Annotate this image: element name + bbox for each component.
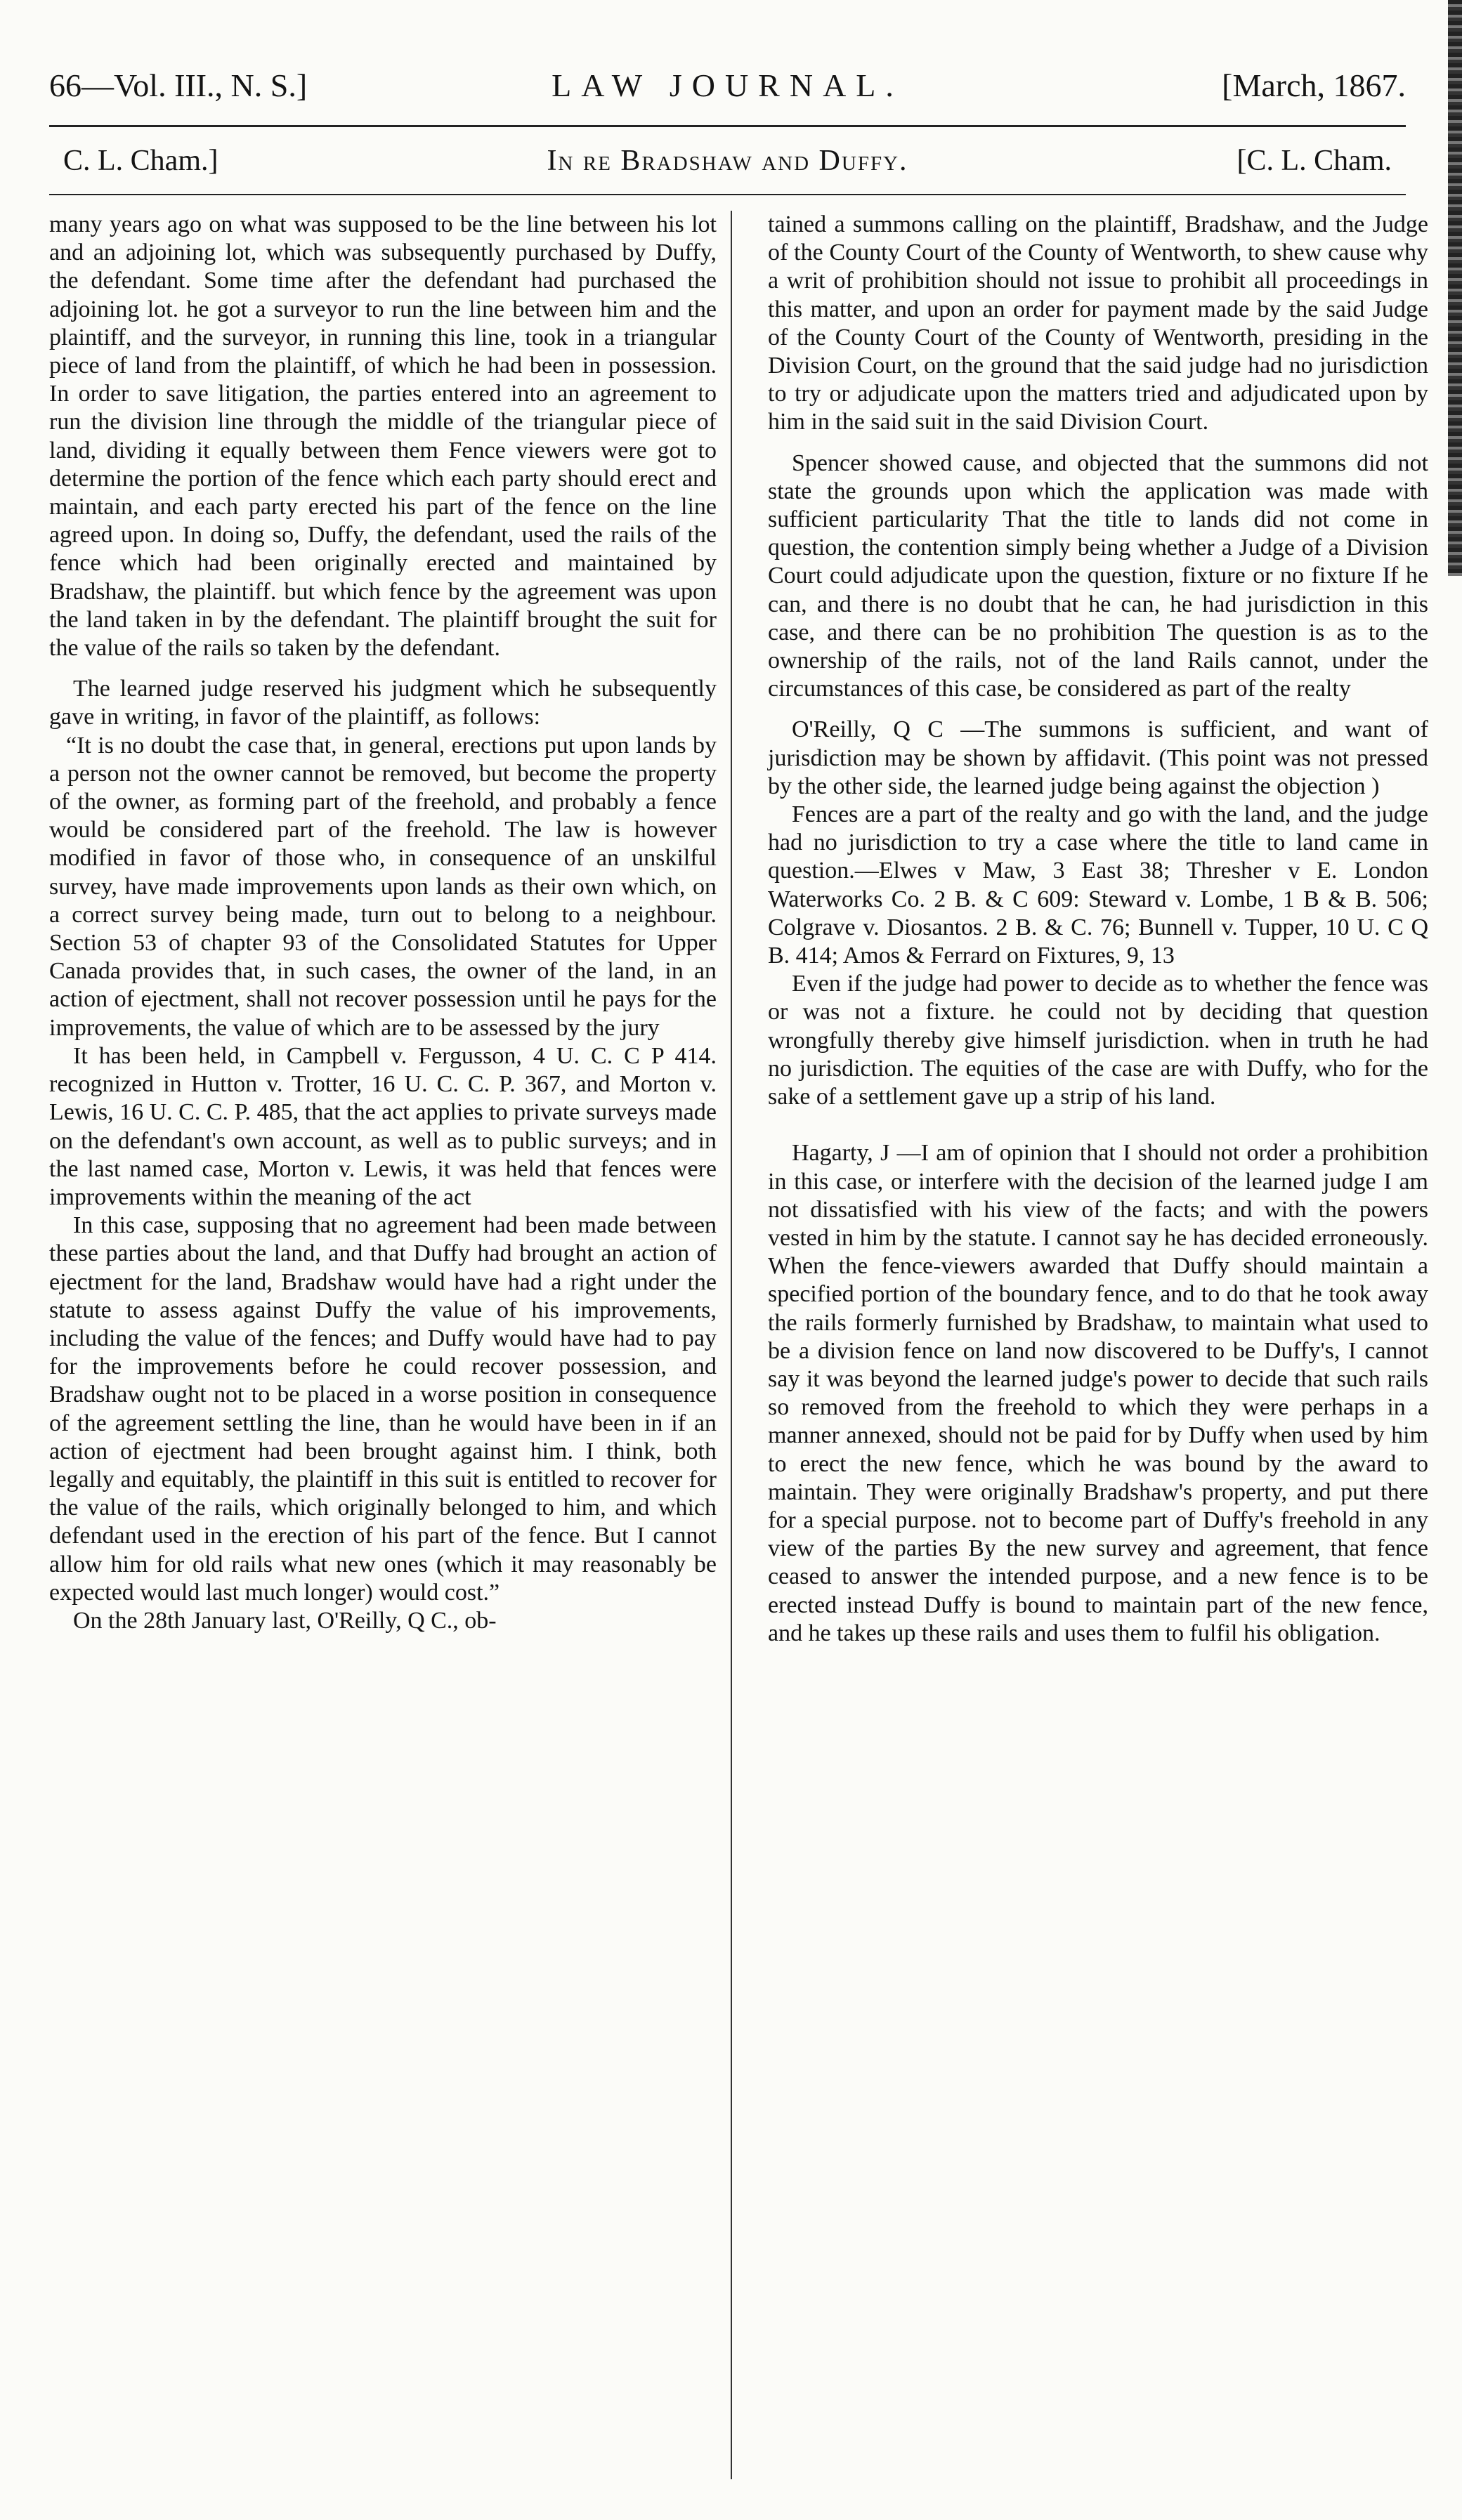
subheader-court-right: [C. L. Cham. bbox=[1236, 145, 1392, 177]
paragraph: tained a summons calling on the plaintiff, Bradshaw, and the Judge of the County Court of the County of Wentworth, to shew cause why a writ of prohibition should not issue to prohibit all proceedings in this matter, and upon an order for payment made by the said Judge of the County Court of the County of Wentworth, presiding in the Division Court, on the ground that the said judge had no jurisdiction to try or adjudicate upon the matters tried and adjudicated upon by him in the said suit in the said Division Court. bbox=[768, 211, 1428, 435]
paragraph: Spencer showed cause, and objected that the summons did not state the grounds upon which the application was made with sufficient particularity That the title to lands did not come in question, the contention simply being whether a Judge of a Division Court could adjudicate upon the question, fixture or no fixture If he can, and there is no doubt that he can, he had jurisdiction in this case, and there can be no prohibition The question is as to the ownership of the rails, not of the land Rails cannot, under the circumstances of this case, be considered as part of the realty bbox=[768, 449, 1428, 702]
case-subheader bbox=[49, 144, 1406, 186]
paragraph: In this case, supposing that no agreement had been made between these parties about the land, and that Duffy had brought an action of ejectment for the land, Bradshaw would have had a right under the statute to assess against Duffy the value of his improvements, including the value of the fences; and Duffy would have had to pay for the improvements before he could recover possession, and Bradshaw ought not to be placed in a worse position in consequence of the agreement settling the line, than he would have been in if an action of ejectment had been brought against him. I think, both legally and equitably, the plaintiff in this suit is entitled to recover for the value of the rails, which originally belonged to him, and which defendant used in the erection of his part of the fence. But I cannot allow him for old rails what new ones (which it may reasonably be expected would last much longer) would cost.” bbox=[49, 1212, 717, 1606]
subheader-case-title: In re Bradshaw and Duffy. bbox=[547, 145, 908, 177]
subheader-court-left: C. L. Cham.] bbox=[63, 145, 218, 177]
paragraph: Even if the judge had power to decide as to whether the fence was or was not a fixture. he could not by deciding that question wrongfully thereby give himself jurisdiction. when in truth he had no jurisdiction. The equities of the case are with Duffy, who for the sake of a settlement gave up a strip of his land. bbox=[768, 971, 1428, 1110]
header-rule bbox=[49, 125, 1406, 127]
running-header bbox=[49, 67, 1406, 116]
paragraph: The learned judge reserved his judgment which he subsequently gave in writing, in favor of the plaintiff, as follows: bbox=[49, 676, 717, 730]
header-date: [March, 1867. bbox=[1222, 67, 1406, 103]
left-column bbox=[49, 211, 717, 1635]
right-column bbox=[768, 211, 1428, 1648]
header-volume: 66—Vol. III., N. S.] bbox=[49, 67, 308, 103]
paragraph: many years ago on what was supposed to be the line between his lot and an adjoining lot, which was subsequently purchased by Duffy, the defendant. Some time after the defendant had purchased the adjoining lot. he got a surveyor to run the line between him and the plaintiff, and the surveyor, in running this line, took in a triangular piece of land from the plaintiff, of which he had been in possession. In order to save litigation, the parties entered into an agreement to run the division line through the middle of the triangular piece of land, dividing it equally between them Fence viewers were got to determine the portion of the fence which each party should erect and maintain, and each party erected his part of the fence on the line agreed upon. In doing so, Duffy, the defendant, used the rails of the fence which had been originally erected and maintained by Bradshaw, the plaintiff. but which fence by the agreement was upon the land taken in by the defendant. The plaintiff brought the suit for the value of the rails so taken by the defendant. bbox=[49, 211, 717, 662]
paragraph: It has been held, in Campbell v. Fergusson, 4 U. C. C P 414. recognized in Hutton v. Trotter, 16 U. C. C. P. 367, and Morton v. Lewis, 16 U. C. C. P. 485, that the act applies to private surveys made on the defendant's own account, as well as to public surveys; and in the last named case, Morton v. Lewis, it was held that fences were improvements within the meaning of the act bbox=[49, 1042, 717, 1210]
column-divider bbox=[731, 211, 732, 2479]
paragraph: Fences are a part of the realty and go with the land, and the judge had no jurisdiction to try a case where the title to land came in question.—Elwes v Maw, 3 East 38; Thresher v E. London Waterworks Co. 2 B. & C 609: Steward v. Lombe, 1 B & B. 506; Colgrave v. Diosantos. 2 B. & C. 76; Bunnell v. Tupper, 10 U. C Q B. 414; Amos & Ferrard on Fixtures, 9, 13 bbox=[768, 801, 1428, 969]
paragraph: O'Reilly, Q C —The summons is sufficient, and want of jurisdiction may be shown by affidavit. (This point was not pressed by the other side, the learned judge being against the objection ) bbox=[768, 716, 1428, 799]
paragraph: On the 28th January last, O'Reilly, Q C., ob- bbox=[73, 1607, 497, 1634]
subheader-rule bbox=[49, 194, 1406, 195]
header-journal-title: LAW JOURNAL. bbox=[551, 67, 903, 103]
paragraph-quote: “It is no doubt the case that, in general, erections put upon lands by a person not the owner cannot be removed, but become the property of the owner, as forming part of the freehold, and probably a fence would be considered part of the freehold. The law is however modified in favor of those who, in consequence of an unskilful survey, have made improvements upon lands as their own which, on a correct survey being made, turn out to belong to a neighbour. Section 53 of chapter 93 of the Consolidated Statutes for Upper Canada provides that, in such cases, the owner of the land, in an action of ejectment, shall not recover possession until he pays for the improvements, the value of which are to be assessed by the jury bbox=[49, 732, 717, 1041]
paragraph-judgment: Hagarty, J —I am of opinion that I should not order a prohibition in this case, or interfere with the decision of the learned judge I am not dissatisfied with his view of the facts; and with the powers vested in him by the statute. I cannot say he has decided erroneously. When the fence-viewers awarded that Duffy should maintain a specified portion of the boundary fence, and to do that he took away the rails formerly furnished by Bradshaw, to maintain what used to be a division fence on land now discovered to be Duffy's, I cannot say it was beyond the learned judge's power to decide that such rails so removed from the freehold to which they were perhaps in a manner annexed, should not be paid for by Duffy when used by him to erect the new fence, which he was bound by the award to maintain. They were originally Bradshaw's property, and put there for a special purpose. not to become part of Duffy's freehold in any view of the parties By the new survey and agreement, that fence ceased to answer the intended purpose, and a new fence is to be erected instead Duffy is bound to maintain part of the new fence, and he takes up these rails and uses them to fulfil his obligation. bbox=[768, 1140, 1428, 1646]
page-edge-scan-artifact bbox=[1448, 0, 1462, 576]
